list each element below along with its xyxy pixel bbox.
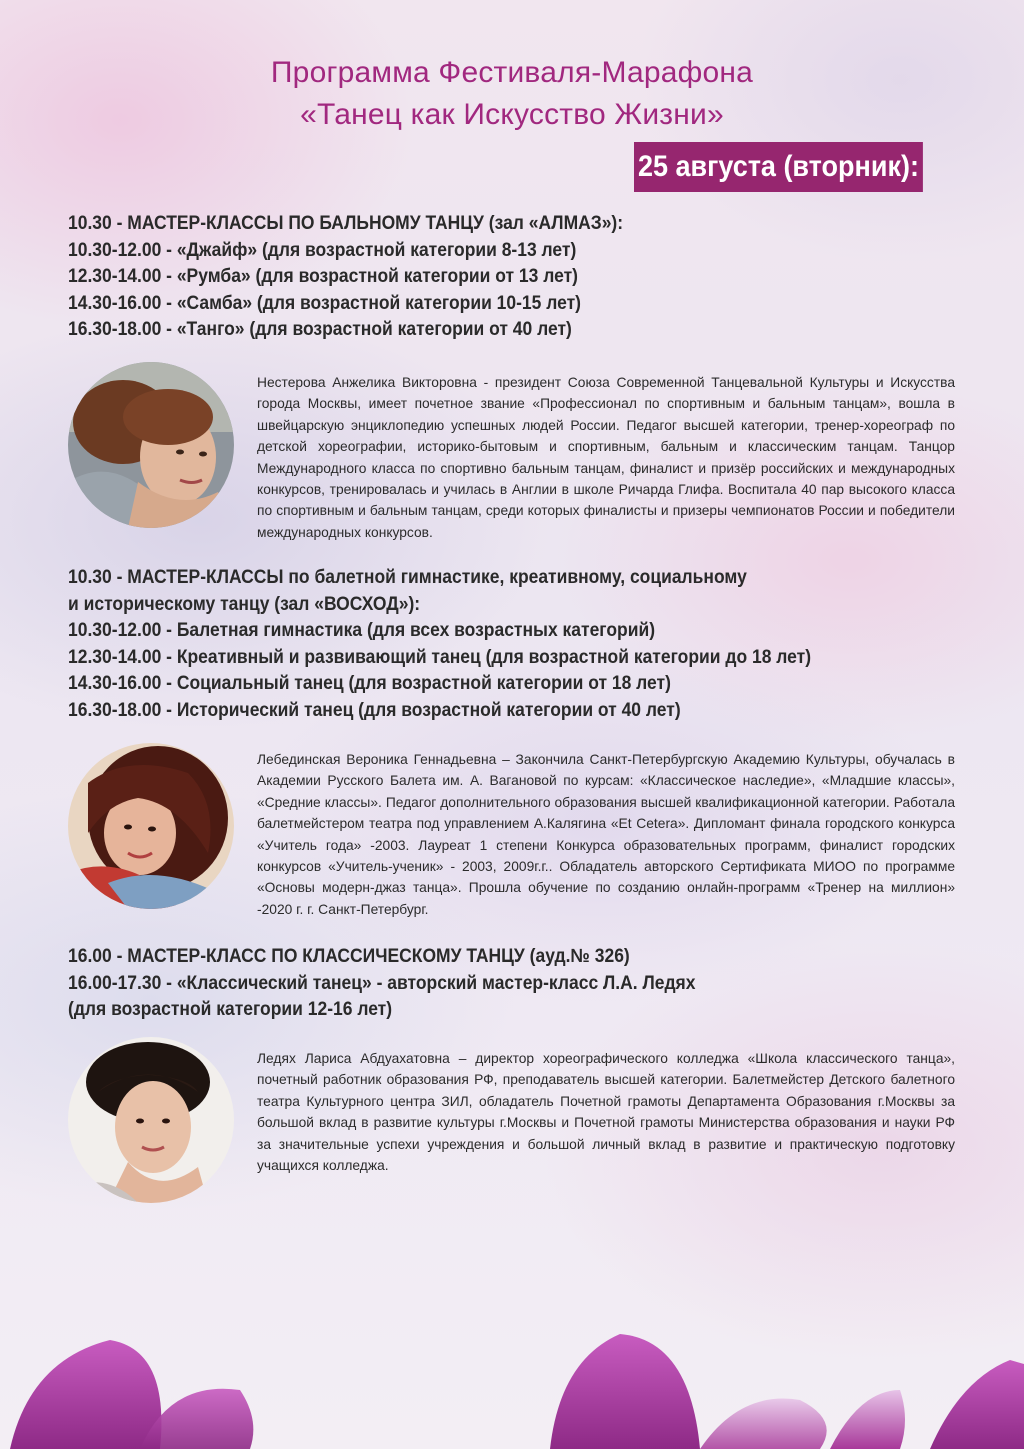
instructor-bio-nesterova: Нестерова Анжелика Викторовна - президент Союза Современной Танцевальной Культуры и Искусства города Москвы, имеет почетное звание «Профессионал по спортивным и бальным танцам», вошла в швейцарскую энциклопедию успешных людей России. Педагог высшей категории, тренер-хореограф по детской хореографии, историко-бытовым и спортивным, бальным и классическим танцам. Танцор Международного класса по спортивно бальным танцам, финалист и призёр российских и международных конкурсов, тренировалась и училась в Англии в школе Ричарда Глифа. Воспитала 40 пар высокого класса по спортивным и бальным танцам, среди которых финалисты и призеры чемпионатов России и победители международных конкурсов. [257, 375, 955, 540]
portrait-image [68, 362, 234, 528]
portrait-image [68, 743, 234, 909]
schedule-ballet [68, 565, 876, 724]
schedule-item: 16.30-18.00 - «Танго» (для возрастной категории от 40 лет) [68, 319, 572, 340]
schedule-heading: и историческому танцу (зал «ВОСХОД»): [68, 593, 421, 615]
schedule-item: 14.30-16.00 - Социальный танец (для возрастной категории от 18 лет) [68, 673, 671, 694]
date-text: 25 августа (вторник): [637, 150, 919, 183]
schedule-item: 12.30-14.00 - «Румба» (для возрастной категории от 13 лет) [68, 266, 578, 287]
schedule-item: 16.00-17.30 - «Классический танец» - авторский мастер-класс Л.А. Ледях [68, 972, 696, 994]
schedule-ballroom [68, 211, 671, 344]
schedule-item: 14.30-16.00 - «Самба» (для возрастной категории 10-15 лет) [68, 292, 581, 314]
schedule-classical [68, 944, 750, 1024]
schedule-item: 12.30-14.00 - Креативный и развивающий танец (для возрастной категории до 18 лет) [68, 646, 812, 668]
title-line-2: «Танец как Искусство Жизни» [300, 98, 724, 131]
schedule-heading: 10.30 - МАСТЕР-КЛАССЫ ПО БАЛЬНОМУ ТАНЦУ (зал «АЛМАЗ»): [68, 213, 624, 234]
date-banner [634, 142, 923, 192]
schedule-item: 16.30-18.00 - Исторический танец (для возрастной категории от 40 лет) [68, 699, 681, 721]
schedule-item: 10.30-12.00 - «Джайф» (для возрастной категории 8-13 лет) [68, 239, 577, 261]
schedule-heading: 10.30 - МАСТЕР-КЛАССЫ по балетной гимнастике, креативному, социальному [68, 567, 747, 588]
schedule-heading: 16.00 - МАСТЕР-КЛАСС ПО КЛАССИЧЕСКОМУ ТАНЦУ (ауд.№ 326) [68, 946, 630, 967]
instructor-bio-lebedinskaya: Лебединская Вероника Геннадьевна – Закончила Санкт-Петербургскую Академию Культуры, обучалась в Академии Русского Балета им. А. Вагановой по курсам: «Классическое наследие», «Младшие классы», «Средние классы». Педагог дополнительного образования высшей квалификационной категории. Работала балетмейстером театра под управлением А.Калягина «Et Cetera». Дипломант финала городского конкурса «Учитель года» -2003. Лауреат 1 степени Конкурса образовательных программ, финалист городских конкурсов «Учитель-ученик» - 2003, 2009г.г.. Обладатель авторского Сертификата МИОО по программе «Основы модерн-джаз танца». Прошла обучение по созданию онлайн-программ «Тренер на миллион» -2020 г. г. Санкт-Петербург. [257, 752, 955, 917]
flower-petals-decoration [0, 1320, 1024, 1449]
instructor-photo-ledyakh [68, 1037, 234, 1203]
instructor-photo-nesterova [68, 362, 234, 528]
instructor-bio-ledyakh: Ледях Лариса Абдуахатовна – директор хореографического колледжа «Школа классического танца», почетный работник образования РФ, преподаватель высшей категории. Балетмейстер Детского балетного театра Культурного центра ЗИЛ, обладатель Почетной грамоты Департамента Образования г.Москвы за большой вклад в развитие культуры г.Москвы и Почетной грамоты Министерства образования и науки РФ за значительные успехи учреждения и большой личный вклад в развитие и практическую подготовку учащихся колледжа. [257, 1051, 955, 1174]
title-line-1: Программа Фестиваля-Марафона [270, 56, 754, 89]
schedule-item: 10.30-12.00 - Балетная гимнастика (для всех возрастных категорий) [68, 620, 656, 641]
schedule-item: (для возрастной категории 12-16 лет) [68, 999, 393, 1020]
portrait-image [68, 1037, 234, 1203]
instructor-photo-lebedinskaya [68, 743, 234, 909]
page-title [0, 52, 1024, 136]
